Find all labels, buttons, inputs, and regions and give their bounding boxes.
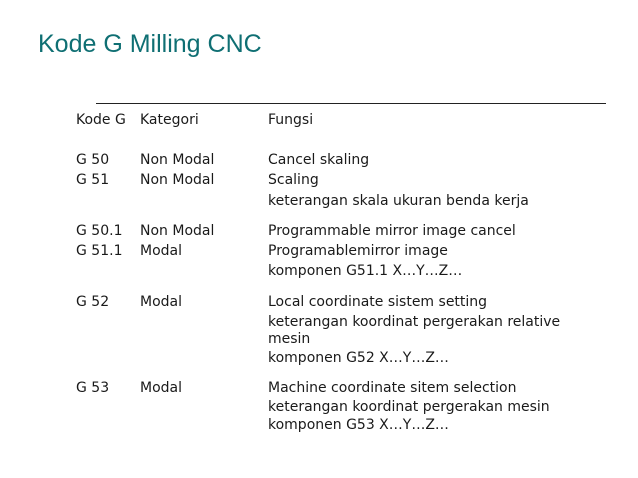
row-function-line: Cancel skaling	[268, 152, 370, 168]
row-code: G 52	[76, 294, 110, 310]
row-category: Non Modal	[140, 152, 215, 168]
row-category: Non Modal	[140, 223, 215, 239]
row-function-line: Local coordinate sistem setting	[268, 294, 488, 310]
divider-line	[96, 103, 606, 104]
row-function-line: komponen G53 X…Y…Z…	[268, 417, 449, 433]
row-function-line: komponen G51.1 X…Y…Z…	[268, 263, 463, 279]
row-function-line: keterangan koordinat pergerakan relative	[268, 314, 561, 330]
row-function-line: Programablemirror image	[268, 243, 448, 259]
row-function-line: Programmable mirror image cancel	[268, 223, 516, 239]
slide-title: Kode G Milling CNC	[38, 30, 262, 58]
row-category: Modal	[140, 243, 182, 259]
row-code: G 50	[76, 152, 110, 168]
row-function-line: mesin	[268, 331, 311, 347]
row-category: Modal	[140, 294, 182, 310]
header-function: Fungsi	[268, 112, 314, 128]
row-code: G 51	[76, 172, 110, 188]
row-code: G 50.1	[76, 223, 123, 239]
row-function-line: keterangan skala ukuran benda kerja	[268, 193, 529, 209]
row-category: Non Modal	[140, 172, 215, 188]
row-function-line: Scaling	[268, 172, 319, 188]
row-function-line: komponen G52 X…Y…Z…	[268, 350, 449, 366]
row-category: Modal	[140, 380, 182, 396]
header-code: Kode G	[76, 112, 126, 128]
row-function-line: Machine coordinate sitem selection	[268, 380, 517, 396]
header-category: Kategori	[140, 112, 199, 128]
row-function-line: keterangan koordinat pergerakan mesin	[268, 399, 550, 415]
row-code: G 51.1	[76, 243, 123, 259]
row-code: G 53	[76, 380, 110, 396]
